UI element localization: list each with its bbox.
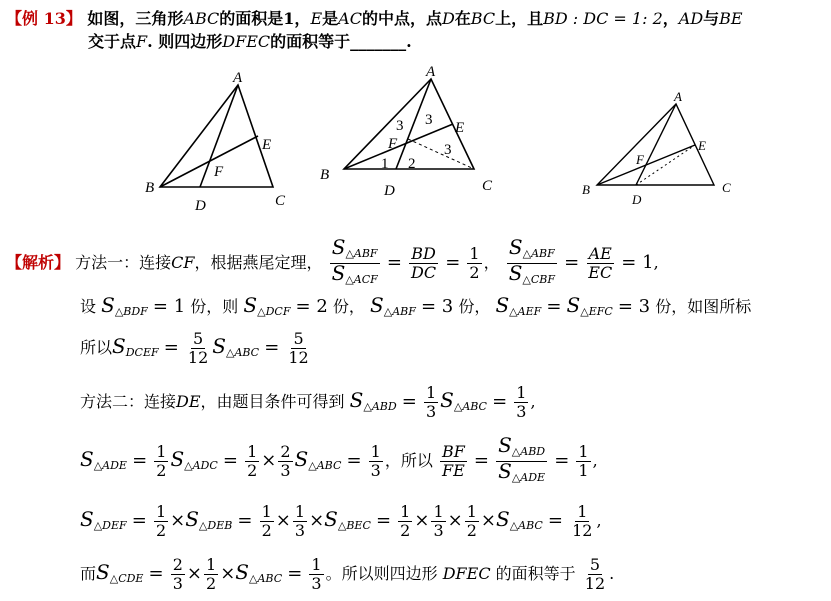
var: E (310, 9, 323, 28)
text: ， (662, 9, 679, 28)
segment-cf-dashed (408, 139, 474, 169)
figure-2 (318, 62, 503, 202)
var: DFEC (222, 32, 271, 51)
text: ，所以 (384, 451, 433, 470)
text: 份 (190, 297, 207, 316)
solution-header: 【解析】 (6, 253, 71, 272)
label-c: C (482, 178, 493, 194)
text: . (609, 564, 615, 583)
text: ，根据燕尾定理， (194, 253, 323, 272)
figure-3 (580, 88, 740, 208)
fraction: $\frac{1}{1}$ (578, 442, 589, 480)
label-c: C (275, 193, 286, 209)
fraction: $\frac{1}{2}$ (261, 502, 272, 540)
text: 交于点 (88, 32, 137, 51)
fraction: $\frac{AE}{EC}$ (588, 244, 613, 282)
text: . 则四边形 (147, 32, 223, 51)
fraction: $\frac{5}{12}$ (187, 329, 209, 367)
fraction: $\frac{1}{3}$ (294, 502, 306, 540)
text: 如图所标 (687, 297, 752, 316)
text: 的面积等于_______. (270, 32, 412, 51)
fraction: $\frac{1}{2}$ (156, 442, 167, 480)
label-e: E (262, 137, 272, 153)
label-b: B (145, 180, 155, 196)
fraction: $\frac{1}{3}$ (425, 383, 437, 421)
text: 所以 (80, 338, 113, 357)
fraction: $\frac{1}{3}$ (311, 555, 322, 593)
label-d: D (384, 183, 395, 199)
solution-line-4: 方法二：连接DE，由题目条件可得到 $S_{\triangle ABD}$ = $\frac{1}{3}$ $S_{\triangle ABC}$ = $\frac{1}{3}$ , (80, 383, 536, 421)
label-e: E (455, 120, 465, 136)
problem-line-1 (6, 8, 743, 30)
fraction: $\frac{1}{2}$ (400, 502, 411, 540)
area-label: 3 (425, 112, 433, 128)
var: AD (678, 9, 704, 28)
var: ABC (183, 9, 220, 28)
fraction: $\frac{1}{2}$ (466, 502, 477, 540)
label-f: F (388, 136, 398, 152)
fraction: $\frac{S_{\triangle ABD}}{S_{\triangle ADE}}$ (498, 433, 546, 484)
fraction: $\frac{2}{3}$ (280, 442, 291, 480)
segment-be (597, 145, 695, 185)
text: ，由题目条件可得到 (200, 392, 345, 411)
text: 。所以则四边形 (325, 564, 438, 583)
fraction: $\frac{S_{\triangle ABF}}{S_{\triangle CBF}}$ (508, 235, 555, 286)
fraction: $\frac{1}{2}$ (206, 555, 217, 593)
solution-line-5: $S_{\triangle ADE}$ = $\frac{1}{2}$ $S_{\triangle ADC}$ = $\frac{1}{2}$ × $\frac{2}{3}$ $S_{\triangle ABC}$ = $\frac{1}{3}$ ，所以 $\frac{BF}{FE}$ = $\frac{S_{\triangle ABD}}{S_{\triangle ADE}}$ = $\frac{1}{1}$ , (80, 436, 598, 487)
text: 而 (80, 564, 97, 583)
text: 设 (80, 297, 97, 316)
solution-line-3: 所以$S_{DCEF}$ = $\frac{5}{12}$ $S_{\triangle ABC}$ = $\frac{5}{12}$ (80, 329, 309, 367)
fraction: $\frac{5}{12}$ (584, 555, 606, 593)
example-tag: 【例 13】 (6, 9, 82, 28)
fraction: $\frac{1}{3}$ (516, 383, 527, 421)
text: 是 (322, 9, 339, 28)
area-label: 3 (396, 118, 404, 134)
var: D (441, 9, 455, 28)
text: 份 (458, 297, 475, 316)
text: 如图，三角形 (87, 9, 184, 28)
label-f: F (214, 164, 224, 180)
text: 在 (454, 9, 471, 28)
fraction: $\frac{1}{2}$ (469, 244, 480, 282)
area-label: 2 (408, 156, 416, 172)
var: F (136, 32, 148, 51)
fraction: $\frac{1}{12}$ (572, 502, 593, 540)
solution-line-1: 【解析】 方法一：连接CF，根据燕尾定理， $\frac{S_{\triangle ABF}}{S_{\triangle ACF}}$ = $\frac{BD}{DC}$ = $\frac{1}{2}$ ， $\frac{S_{\triangle ABF}}{S_{\triangle CBF}}$ = $\frac{AE}{EC}$ = 1, (6, 238, 659, 289)
figure-1 (140, 70, 300, 215)
label-b: B (320, 167, 330, 183)
fraction: $\frac{S_{\triangle ABF}}{S_{\triangle ACF}}$ (331, 235, 378, 286)
label-d: D (632, 192, 642, 207)
solution-line-7: 而$S_{\triangle CDE}$ = $\frac{2}{3}$ × $\frac{1}{2}$ $\times S_{\triangle ABC}$ = $\frac{1}{3}$ 。所以则四边形 DFEC 的面积等于 $\frac{5}{12}$ . (80, 555, 615, 593)
var: BE (719, 9, 743, 28)
label-e: E (698, 138, 706, 153)
label-b: B (582, 182, 590, 197)
fraction: $\frac{BF}{FE}$ (441, 442, 465, 480)
label-a: A (674, 89, 682, 104)
problem-line-2 (88, 31, 412, 53)
text: ，则 (206, 297, 239, 316)
label-c: C (722, 180, 731, 195)
text: 份 (332, 297, 349, 316)
text: 的面积是1， (219, 9, 311, 28)
ratio: BD : DC = 1: 2 (543, 9, 663, 28)
label-a: A (426, 64, 436, 80)
text: 与 (703, 9, 720, 28)
text: 上，且 (495, 9, 544, 28)
area-label: 3 (444, 142, 452, 158)
fraction: $\frac{1}{2}$ (155, 502, 167, 540)
text: 方法二：连接 (80, 392, 177, 411)
fraction: $\frac{2}{3}$ (172, 555, 183, 593)
fraction: $\frac{BD}{DC}$ (411, 244, 437, 282)
segment-be (160, 136, 258, 187)
text: 份 (655, 297, 672, 316)
label-d: D (195, 198, 206, 214)
segment-ad (636, 104, 676, 185)
label-a: A (233, 70, 243, 86)
solution-line-2: 设 $S_{\triangle BDF} = 1$ 份，则 $S_{\triangle DCF} = 2$ 份， $S_{\triangle ABF} = 3$ 份， $S_{\triangle AEF} = S_{\triangle EFC} = 3$ 份，如图所标 (80, 293, 752, 318)
text: ， (671, 297, 688, 316)
text: 的中点，点 (361, 9, 442, 28)
fraction: $\frac{1}{3}$ (370, 442, 381, 480)
fraction: $\frac{5}{12}$ (288, 329, 309, 367)
text: ， (348, 297, 365, 316)
text: 方法一：连接 (75, 253, 172, 272)
var: AC (338, 9, 362, 28)
text: ， (474, 297, 491, 316)
fraction: $\frac{1}{2}$ (247, 442, 258, 480)
fraction: $\frac{1}{3}$ (433, 502, 444, 540)
text: 的面积等于 (495, 564, 576, 583)
label-f: F (636, 152, 644, 167)
area-label: 1 (381, 156, 389, 172)
var: BC (470, 9, 496, 28)
text: ， (483, 253, 500, 272)
solution-line-6: $S_{\triangle DEF}$ = $\frac{1}{2}$ $\times S_{\triangle DEB}$ = $\frac{1}{2}$ × $\frac{1}{3}$ $\times S_{\triangle BEC}$ = $\frac{1}{2}$ × $\frac{1}{3}$ × $\frac{1}{2}$ $\times S_{\triangle ABC}$ = $\frac{1}{12}$ , (80, 502, 602, 540)
text: = 1 (621, 252, 654, 273)
